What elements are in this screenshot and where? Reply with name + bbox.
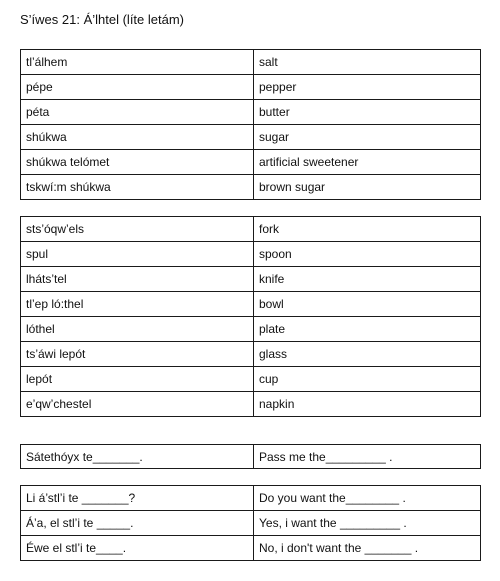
halkomelem-cell: tl’ep ló:thel [21,292,254,317]
want-phrases-table [20,485,481,561]
halkomelem-cell: Á’a, el stl’i te _____. [21,511,254,536]
english-cell: spoon [254,242,481,267]
table-row [21,75,481,100]
table-row [21,100,481,125]
page-title: S’íwes 21: Á’lhtel (líte letám) [20,12,185,27]
table-row [21,292,481,317]
table-row [21,267,481,292]
table-row [21,392,481,417]
table-row [21,342,481,367]
english-cell: butter [254,100,481,125]
english-cell: glass [254,342,481,367]
pass-phrase-table [20,444,481,469]
table-row [21,367,481,392]
table-row [21,445,481,469]
halkomelem-cell: spul [21,242,254,267]
english-cell: Pass me the_________ . [254,445,481,469]
table-row [21,175,481,200]
table-row [21,486,481,511]
english-cell: sugar [254,125,481,150]
table-row [21,242,481,267]
english-cell: plate [254,317,481,342]
english-cell: salt [254,50,481,75]
english-cell: knife [254,267,481,292]
halkomelem-cell: shúkwa telómet [21,150,254,175]
halkomelem-cell: tl’álhem [21,50,254,75]
english-cell: cup [254,367,481,392]
english-cell: Do you want the________ . [254,486,481,511]
english-cell: Yes, i want the _________ . [254,511,481,536]
english-cell: fork [254,217,481,242]
table-row [21,50,481,75]
table-row [21,536,481,561]
english-cell: bowl [254,292,481,317]
utensils-table [20,216,481,417]
halkomelem-cell: e’qw’chestel [21,392,254,417]
halkomelem-cell: Éwe el stl’i te____. [21,536,254,561]
halkomelem-cell: Sátethóyx te_______. [21,445,254,469]
english-cell: artificial sweetener [254,150,481,175]
halkomelem-cell: shúkwa [21,125,254,150]
halkomelem-cell: lepót [21,367,254,392]
halkomelem-cell: lóthel [21,317,254,342]
halkomelem-cell: Li á’stl’i te _______? [21,486,254,511]
halkomelem-cell: lháts’tel [21,267,254,292]
halkomelem-cell: péta [21,100,254,125]
english-cell: pepper [254,75,481,100]
halkomelem-cell: pépe [21,75,254,100]
halkomelem-cell: sts’óqw’els [21,217,254,242]
table-row [21,511,481,536]
english-cell: brown sugar [254,175,481,200]
english-cell: napkin [254,392,481,417]
table-row [21,217,481,242]
english-cell: No, i don't want the _______ . [254,536,481,561]
halkomelem-cell: tskwí:m shúkwa [21,175,254,200]
table-row [21,125,481,150]
halkomelem-cell: ts’áwi lepót [21,342,254,367]
condiments-table [20,49,481,200]
table-row [21,150,481,175]
table-row [21,317,481,342]
